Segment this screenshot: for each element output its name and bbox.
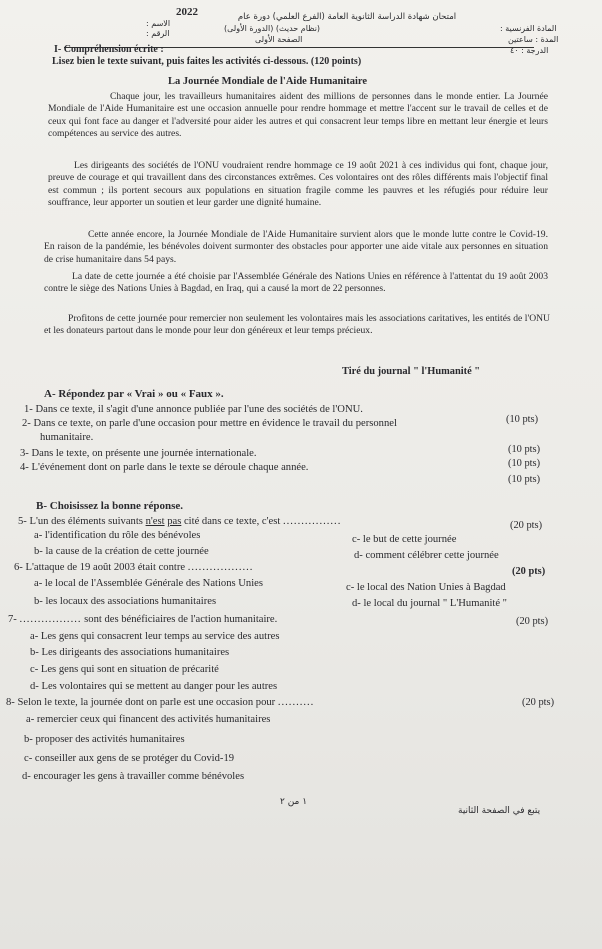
exam-subtitle-ar: (نظام حديث) (الدورة الأولى) [224,24,321,33]
exam-year: 2022 [176,6,198,18]
underlined-word: n'est [145,516,165,527]
question-2-continuation: humanitaire. [40,432,94,443]
question-text: Dans le texte, on présente une journée internationale. [31,448,257,459]
question-2-points: (10 pts) [508,444,541,455]
question-number: 8- [6,697,15,708]
question-8-option-d: d- encourager les gens à travailler comme bénévoles [22,771,245,782]
exam-title-ar: امتحان شهادة الدراسة الثانوية العامة (الفرع العلمي) دورة عام [237,12,457,22]
question-6-option-a: a- le local de l'Assemblée Générale des Nations Unies [34,578,264,589]
question-text: L'un des éléments suivants [29,516,146,527]
question-1-points: (10 pts) [506,414,539,425]
question-7-option-a: a- Les gens qui consacrent leur temps au service des autres [30,631,280,642]
question-text: L'attaque de 19 août 2003 était contre [25,562,186,573]
paragraph-5: Profitons de cette journée pour remercier non seulement les volontaires mais les associations caritatives, les entités de l'ONU et les donateurs partout dans le monde pour leur don généreux et leur temps précieux. [44,313,550,337]
subject-label-ar: المادة الفرنسية : [500,24,557,33]
question-5-option-d: d- comment célébrer cette journée [354,550,499,561]
grade-label-ar: الدرجة : ٤٠ [510,46,549,55]
paragraph-1: Chaque jour, les travailleurs humanitaires aident des millions de personnes dans le monde entier. La Journée Mondiale de l'Aide Humanitaire est une occasion annuelle pour rendre hommage et mettre l'accent sur le travail de celles et de ceux qui font face au danger et l'adversité pour aider les autres et qui consacrent leur temps libre en mettant leur énergie et leurs compétences au service des autres. [48,91,548,140]
question-3 [20,448,257,459]
question-number: 5- [18,516,27,527]
question-4-points: (10 pts) [508,474,541,485]
question-6-option-d: d- le local du journal " L'Humanité " [352,598,508,609]
question-6-option-b: b- les locaux des associations humanitaires [34,596,217,607]
question-text: sont des bénéficiaires de l'action humanitaire. [84,614,278,625]
question-number: 6- [14,562,23,573]
question-7-option-d: d- Les volontaires qui se mettent au danger pour les autres [30,681,278,692]
question-6-option-c: c- le local des Nation Unies à Bagdad [346,582,506,593]
question-4 [20,462,308,473]
paragraph-2: Les dirigeants des sociétés de l'ONU voudraient rendre hommage ce 19 août 2021 à ces individus qui font, chaque jour, preuve de courage et qui travaillent dans des circonstances extrêmes. Ces volontaires ont des rôles différents mais l'objectif final est commun ; ils portent secours aux populations en situation fragile comme les pauvres et les réfugiés pour réduire leur souffrance, leur apporter un soutien et leur garder une dignité humaine. [48,160,548,209]
question-7-points: (20 pts) [516,616,549,627]
question-3-points: (10 pts) [508,458,541,469]
answer-blank: .......... [277,697,315,708]
question-6-points: (20 pts) [512,566,546,577]
question-number: 1- [24,404,33,415]
question-text: Dans ce texte, il s'agit d'une annonce publiée par l'une des sociétés de l'ONU. [35,404,363,415]
answer-blank: ................ [282,516,342,527]
question-text: L'événement dont on parle dans le texte se déroule chaque année. [31,462,309,473]
answer-blank: .................. [187,562,254,573]
duration-label-ar: المدة : ساعتين [508,35,559,44]
question-8-points: (20 pts) [522,697,555,708]
question-6 [14,562,253,573]
page-label-ar: الصفحة الأولى [255,35,303,44]
question-number: 2- [22,418,31,429]
answer-blank: ................. [19,614,82,625]
text-source: Tiré du journal " l'Humanité " [342,366,481,377]
question-5-option-c: c- le but de cette journée [352,534,457,545]
question-8 [6,697,314,708]
question-number: 7- [8,614,17,625]
underlined-word: pas [167,516,182,527]
question-8-option-b: b- proposer des activités humanitaires [24,734,185,745]
number-label-ar: الرقم : [146,29,170,38]
question-5-option-a: a- l'identification du rôle des bénévoles [34,530,201,541]
question-5: 5- L'un des éléments suivants n'est pas cité dans ce texte, c'est ................ [18,516,342,527]
page-number-ar: ١ من ٢ [280,797,308,807]
question-8-option-c: c- conseiller aux gens de se protéger du Covid-19 [24,753,235,764]
question-1 [24,404,363,415]
section-instruction: Lisez bien le texte suivant, puis faites les activités ci-dessous. (120 points) [52,56,362,67]
question-5-option-b: b- la cause de la création de cette journée [34,546,209,557]
section-heading: I- Compréhension écrite : [54,44,164,55]
text-title: La Journée Mondiale de l'Aide Humanitaire [168,76,368,87]
question-text: Dans ce texte, on parle d'une occasion pour mettre en évidence le travail du personnel [33,418,397,429]
part-a-heading: A- Répondez par « Vrai » ou « Faux ». [44,388,224,400]
question-7 [8,614,277,625]
name-label-ar: الاسم : [146,19,171,28]
question-text: Selon le texte, la journée dont on parle est une occasion pour [17,697,276,708]
question-number: 3- [20,448,29,459]
part-b-heading: B- Choisissez la bonne réponse. [36,500,183,512]
question-5-points: (20 pts) [510,520,543,531]
question-7-option-c: c- Les gens qui sont en situation de précarité [30,664,219,675]
question-7-option-b: b- Les dirigeants des associations humanitaires [30,647,230,658]
question-8-option-a: a- remercier ceux qui financent des activités humanitaires [26,714,271,725]
question-number: 4- [20,462,29,473]
question-2 [22,418,397,429]
continue-note-ar: يتبع في الصفحة الثانية [458,806,541,816]
paragraph-4: La date de cette journée a été choisie par l'Assemblée Générale des Nations Unies en référence à l'attentat du 19 août 2003 contre le siège des Nations Unies à Bagdad, en Iraq, qui a causé la mort de 22 personnes. [44,271,548,295]
paragraph-3: Cette année encore, la Journée Mondiale de l'Aide Humanitaire survient alors que le monde lutte contre le Covid-19. En raison de la pandémie, les bénévoles doivent surmonter des obstacles pour apporter une aide vitale aux personnes en situation de crise humanitaire dans 54 pays. [44,229,548,265]
